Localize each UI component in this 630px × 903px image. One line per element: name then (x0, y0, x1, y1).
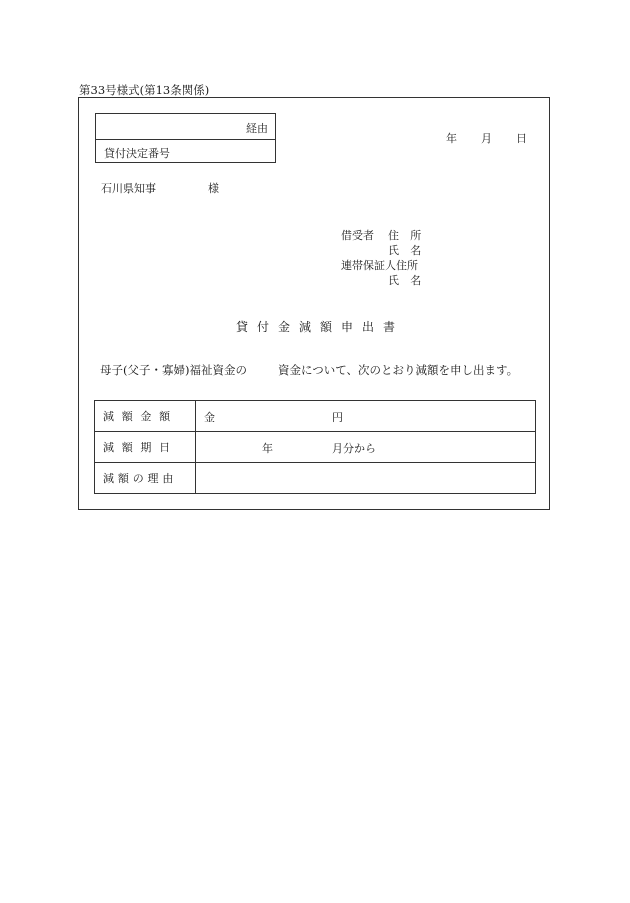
reduction-amount-label-cell (95, 401, 196, 432)
routing-divider (96, 139, 275, 140)
reduction-date-label: 減額期日 (103, 441, 178, 454)
form-number-header: 第33号様式(第13条関係) (79, 83, 210, 97)
reduction-amount-value-cell (196, 401, 536, 432)
routing-label: 経由 (246, 122, 268, 135)
amount-unit: 円 (332, 411, 343, 424)
reduction-date-value-cell (196, 432, 536, 463)
guarantor-name-label: 氏 名 (388, 274, 426, 287)
date-year-label: 年 (446, 132, 457, 145)
date-year-unit: 年 (262, 442, 273, 455)
details-table (94, 400, 536, 494)
table-row (95, 401, 536, 432)
date-day-label: 日 (516, 132, 527, 145)
loan-decision-number-label: 貸付決定番号 (104, 147, 170, 160)
reduction-reason-label-cell (95, 463, 196, 494)
body-text-part1: 母子(父子・寡婦)福祉資金の (100, 363, 247, 377)
date-month-label: 月 (481, 132, 492, 145)
document-title: 貸付金減額申出書 (236, 320, 405, 334)
routing-box (95, 113, 276, 163)
borrower-address-label: 住 所 (388, 229, 426, 242)
reduction-date-label-cell (95, 432, 196, 463)
reduction-amount-label: 減額金額 (103, 410, 178, 423)
guarantor-address-label: 連帯保証人住所 (341, 259, 418, 272)
body-text-part2: 資金について、次のとおり減額を申し出ます。 (278, 363, 519, 377)
amount-prefix: 金 (204, 411, 215, 424)
borrower-name-label: 氏 名 (388, 244, 426, 257)
date-month-from: 月分から (332, 442, 376, 455)
addressee-name: 石川県知事 (101, 182, 156, 195)
addressee-honorific: 様 (208, 182, 219, 195)
table-row (95, 463, 536, 494)
table-row (95, 432, 536, 463)
borrower-label: 借受者 (341, 229, 374, 242)
reduction-reason-label: 減額の理由 (103, 472, 178, 485)
reduction-reason-value-cell (196, 463, 536, 494)
